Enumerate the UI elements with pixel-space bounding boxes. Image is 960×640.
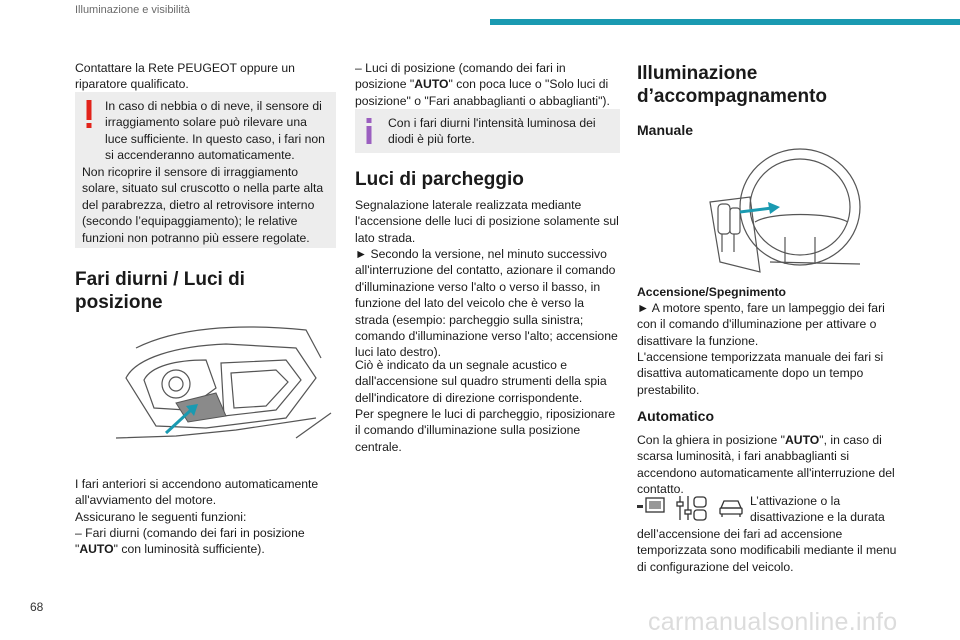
warning-icon xyxy=(85,100,93,130)
icons-text-a: L’attivazione o la disattivazione e la durata xyxy=(750,494,885,525)
heading-automatic: Automatico xyxy=(637,408,714,424)
watermark: carmanualsonline.info xyxy=(648,608,898,636)
heading-parking-lights: Luci di parcheggio xyxy=(355,169,524,190)
manual-text-2: L'accensione temporizzata manuale dei fari si disattiva automaticamente dopo un tempo prestabilito. xyxy=(637,350,884,397)
warning-text-2: Non ricoprire il sensore di irraggiamento solare, situato sul cruscotto o nella parte alta del parabrezza, dietro al retrovisore interno (secondo l’equipaggiamento); le relative funzioni non potranno più essere regolate. xyxy=(82,165,324,245)
position-bullet-2: – Luci di posizione (comando dei fari in posizione "AUTO" con poca luce o "Solo luci di posizione" o "Fari anabbaglianti o abbaglianti"). xyxy=(355,61,610,108)
steering-wheel-illustration xyxy=(700,142,865,280)
intro-text: Contattare la Rete PEUGEOT oppure un riparatore qualificato. xyxy=(75,61,295,92)
warning-text-1: In caso di nebbia o di neve, il sensore di irraggiamento solare può rilevare una luce sufficiente. In questo caso, i fari non si accenderanno automaticamente. xyxy=(105,99,325,163)
parking-text-2: ► Secondo la versione, nel minuto successivo all'interruzione del contatto, azionare il comando d'illuminazione verso l'alto o verso il basso, in funzione del lato del veicolo che è verso la strada (esempio: parcheggio sulla sinistra; comando d'illuminazione verso l'alto; accensione luci lato destro). xyxy=(355,247,618,360)
heading-daytime-lights: Fari diurni / Luci di posizione xyxy=(75,269,245,313)
page-number: 68 xyxy=(30,600,44,614)
daytime-text-2: Assicurano le seguenti funzioni: xyxy=(75,510,247,524)
car-icon xyxy=(718,498,744,518)
headlight-illustration xyxy=(116,318,336,470)
info-note xyxy=(355,109,620,153)
display-menu-icon xyxy=(637,496,667,516)
on-off-label: Accensione/Spegnimento xyxy=(637,285,786,299)
daytime-bullet-1: – Fari diurni (comando dei fari in posizione "AUTO" con luminosità sufficiente). xyxy=(75,526,305,557)
section-title: Illuminazione e visibilità xyxy=(75,4,190,16)
manual-text-1: ► A motore spento, fare un lampeggio dei fari con il comando d'illuminazione per attivare o disattivare la funzione. xyxy=(637,301,885,348)
auto-text: Con la ghiera in posizione "AUTO", in caso di scarsa luminosità, i fari anabbaglianti si accendono automaticamente all'interruzione del contatto. xyxy=(637,433,895,497)
info-text: Con i fari diurni l'intensità luminosa dei diodi è più forte. xyxy=(388,116,596,147)
header-accent-bar xyxy=(490,19,960,25)
daytime-text-1: I fari anteriori si accendono automaticamente all'avviamento del motore. xyxy=(75,477,319,508)
heading-follow-me-home: Illuminazione d’accompagnamento xyxy=(637,63,828,107)
heading-manual: Manuale xyxy=(637,122,694,138)
parking-text-1: Segnalazione laterale realizzata mediante l'accensione delle luci di posizione solamente sul lato strada. xyxy=(355,198,619,245)
parking-text-4: Per spegnere le luci di parcheggio, riposizionare il comando d'illuminazione sulla posizione centrale. xyxy=(355,407,616,454)
warning-note xyxy=(75,92,336,248)
settings-sliders-icon xyxy=(674,494,708,522)
info-icon xyxy=(365,118,373,144)
icons-text-b: dell’accensione dei fari ad accensione temporizzata sono modificabili mediante il menu di configurazione del veicolo. xyxy=(637,527,897,574)
parking-text-3: Ciò è indicato da un segnale acustico e dall'accensione sul quadro strumenti della spia dell'indicatore di direzione corrispondente. xyxy=(355,358,607,405)
